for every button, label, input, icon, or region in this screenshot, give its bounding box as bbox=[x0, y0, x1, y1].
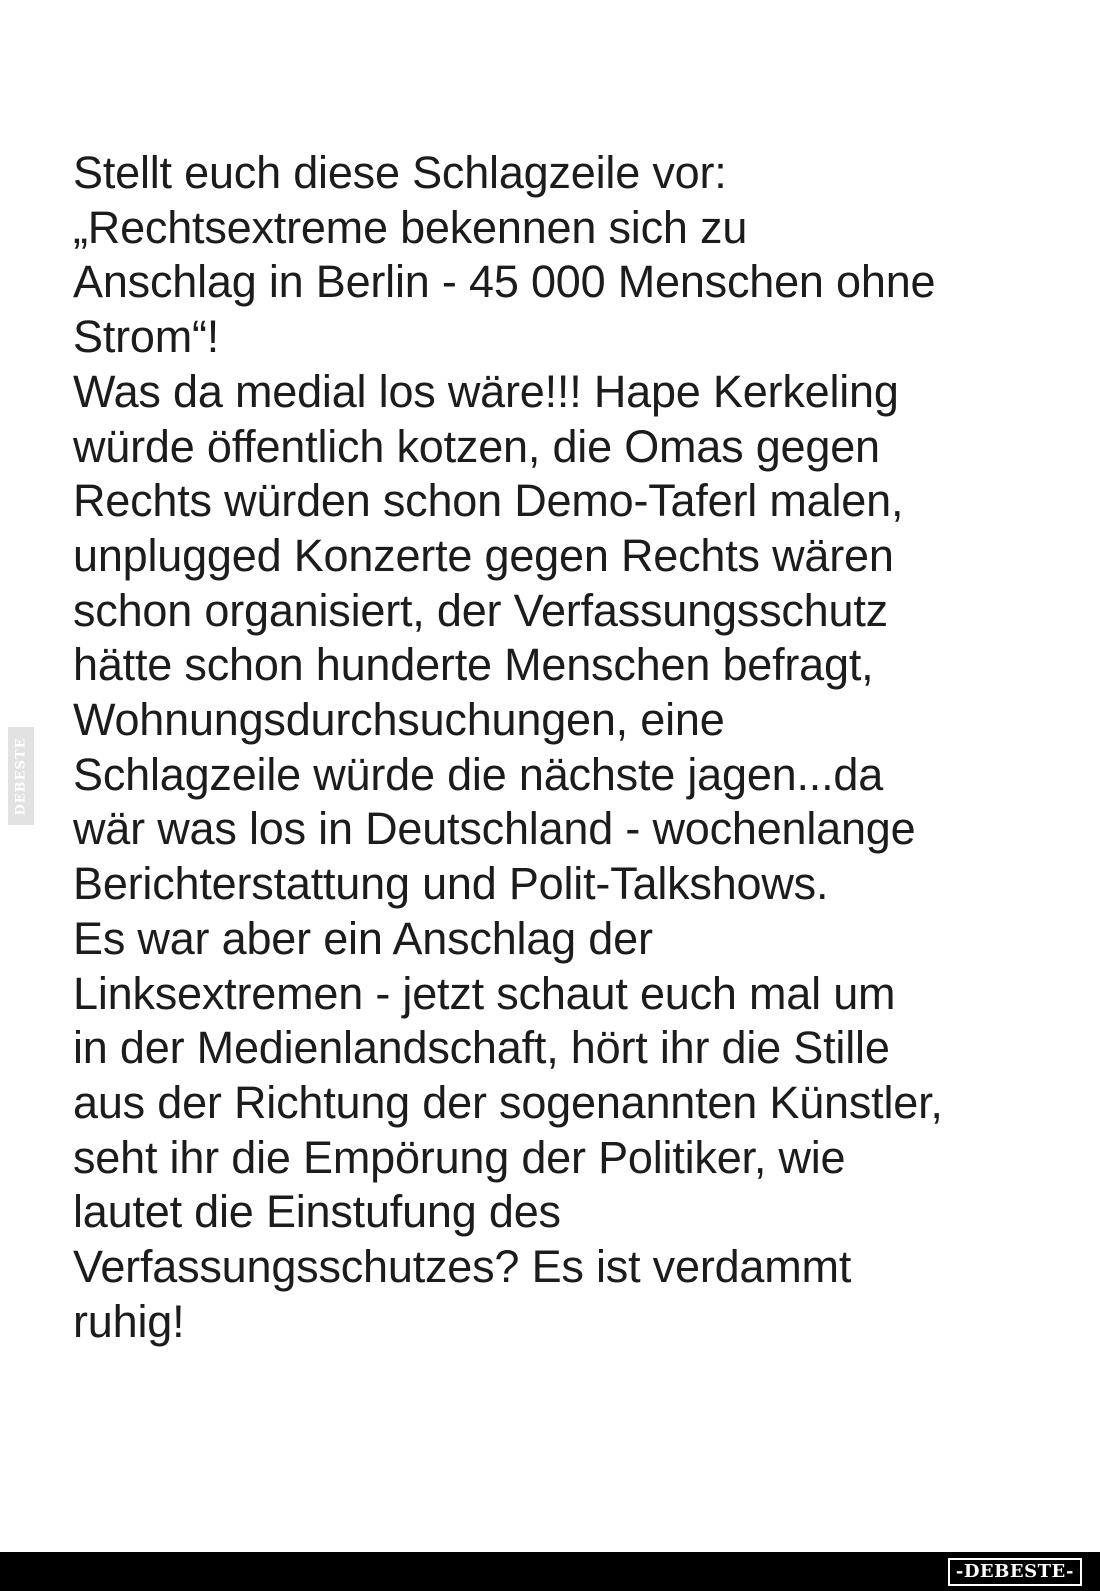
post-line: Anschlag in Berlin - 45 000 Menschen ohne bbox=[73, 256, 936, 308]
post-line: Schlagzeile würde die nächste jagen...da bbox=[73, 748, 884, 800]
post-text bbox=[73, 146, 1033, 1349]
post-line: Strom“! bbox=[73, 311, 220, 363]
post-line: Berichterstattung und Polit-Talkshows. bbox=[73, 858, 829, 910]
footer-logo: -DEBESTE- bbox=[948, 1558, 1082, 1586]
post-line: lautet die Einstufung des bbox=[73, 1186, 561, 1238]
post-line: Verfassungsschutzes? Es ist verdammt bbox=[73, 1241, 852, 1293]
post-line: schon organisiert, der Verfassungsschutz bbox=[73, 584, 888, 636]
post-line: Stellt euch diese Schlagzeile vor: bbox=[73, 147, 727, 198]
post-line: unplugged Konzerte gegen Rechts wären bbox=[73, 529, 894, 581]
post-line: seht ihr die Empörung der Politiker, wie bbox=[73, 1131, 846, 1183]
footer-bar bbox=[0, 1552, 1100, 1591]
post-line: aus der Richtung der sogenannten Künstler, bbox=[73, 1076, 943, 1128]
post-line: Rechts würden schon Demo-Taferl malen, bbox=[73, 475, 904, 527]
post-line: wär was los in Deutschland - wochenlange bbox=[73, 803, 916, 855]
post-line: würde öffentlich kotzen, die Omas gegen bbox=[73, 420, 880, 472]
post-line: Es war aber ein Anschlag der bbox=[73, 912, 653, 964]
post-line: hätte schon hunderte Menschen befragt, bbox=[73, 639, 874, 691]
post-line: Linksextremen - jetzt schaut euch mal um bbox=[73, 967, 896, 1019]
side-watermark bbox=[8, 727, 34, 825]
post-line: ruhig! bbox=[73, 1295, 185, 1347]
post-line: Wohnungsdurchsuchungen, eine bbox=[73, 694, 725, 746]
post-line: in der Medienlandschaft, hört ihr die Stille bbox=[73, 1022, 890, 1074]
post-line: „Rechtsextreme bekennen sich zu bbox=[73, 201, 748, 253]
post-line: Was da medial los wäre!!! Hape Kerkeling bbox=[73, 365, 899, 417]
side-watermark-text: DEBESTE bbox=[13, 736, 29, 816]
